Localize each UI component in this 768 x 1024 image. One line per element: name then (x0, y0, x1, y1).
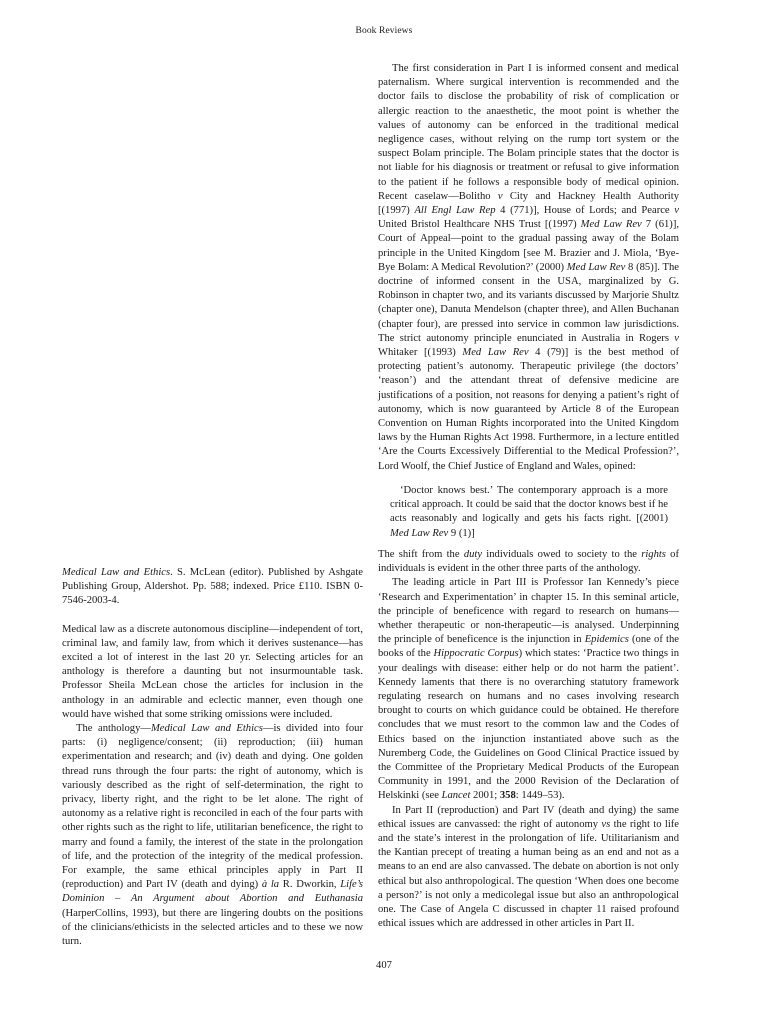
text-run: . S. McLean (editor). Published by Ashgate Publishing Group, Aldershot. Pp. 588; indexed. Price £110. ISBN 0-7546-2003-4. (62, 567, 363, 607)
left-column (62, 566, 363, 949)
text-run: : 1449–53). (515, 790, 565, 802)
text-run: ) which states: ‘Practice two things in your dealings with disease: either help or do not harm the patient’. Kennedy laments that there is no overarching statutory framework regulating research on humans and no cases involving research brought to courts on which guidance could be obtained. He therefore concludes that we must resort to the common law and the Codes of Ethics based on the injunction instantiated above such as the Nuremberg Code, the Guidelines on Good Clinical Practice issued by the Committee of the Proprietary Medical Products of the European Community in 1991, and the 2000 Revision of the Declaration of Helskinki (see (378, 648, 680, 802)
text-run: The shift from the (378, 549, 464, 560)
text-run: Medical law as a discrete autonomous discipline—independent of tort, criminal law, and family law, from which it derives sustenance—has excited a lot of interest in the last 20 yr. Selecting articles for an anthology is therefore a daunting but not insurmountable task. Professor Sheila McLean chose the articles for inclusion in the anthology in an admirable and eclectic manner, even though one would have wished that some striking omissions were included. (62, 623, 363, 720)
italic-run: v (674, 205, 679, 217)
italic-run: Hippocratic Corpus (433, 648, 519, 660)
italic-run: vs (601, 818, 611, 830)
text-run: City and Hackney Health Authority [(1997) (378, 190, 679, 217)
block-quote-lord-woolf (390, 484, 668, 541)
paragraph-medical-law-discipline (62, 623, 363, 722)
text-run: 8 (85)]. The doctrine of informed consent in the USA, marginalized by G. Robinson in chapter two, and its variants discussed by Marjorie Shultz (chapter one), Danuta Mendelson (chapter three), and Allen Buchanan (chapter four), are pressed into service in common law jurisdictions. The strict autonomy principle enunciated in Australia in Rogers (378, 261, 679, 344)
italic-run: Medical Law and Ethics (150, 723, 263, 735)
text-run: —is divided into four parts: (i) negligence/consent; (ii) reproduction; (iii) human experimentation and research; and (iv) death and dying. One golden thread runs through the four parts: the right of autonomy, which is variously described as the right of self-determination, the right to privacy, liberty right, and the right to be let alone. The right of autonomy as a relative right is reconciled in each of the four parts with other rights such as the right to life, utilitarian beneficence, the right to marry and found a family, the interest of the state in the prolongation of life, and the protection of the integrity of the medical profession. For example, the same ethical principles apply in Part II (reproduction) and Part IV (death and dying) (62, 723, 364, 891)
text-run: United Bristol Healthcare NHS Trust [(1997) (378, 219, 581, 231)
italic-run: Med Law Rev (390, 527, 449, 539)
text-run: ‘Doctor knows best.’ The contemporary approach is a more critical approach. It could be said that the doctor knows best if he acts reasonably and logically and gets his facts right. [(2001) (390, 485, 668, 525)
paragraph-reproduction-death (378, 804, 679, 932)
italic-run: à la (261, 879, 280, 891)
right-column-top (378, 62, 679, 474)
running-head: Book Reviews (355, 26, 413, 36)
italic-run: v (497, 190, 503, 202)
italic-run: All Engl Law Rep (414, 205, 496, 217)
paragraph-research-experimentation (378, 576, 679, 803)
text-run: In Part II (reproduction) and Part IV (death and dying) the same ethical issues are canvassed: the right of autonomy (378, 804, 679, 830)
book-citation (62, 566, 363, 609)
text-run: 4 (79)] is the best method of protecting patient’s autonomy. Therapeutic privilege (the doctors’ ‘reason’) and the attendant threat of defensive medicine are justifications of a position, not reasons for denying a patient’s right of autonomy, which is now guaranteed by Article 8 of the European Convention on Human Rights incorporated into the United Kingdom laws by the Human Rights Act 1998. Furthermore, in a lecture entitled ‘Are the Courts Excessively Differential to the Medical Profession?’, Lord Woolf, the Chief Justice of England and Wales, opined: (378, 347, 679, 472)
text-run: (HarperCollins, 1993), but there are lingering doubts on the positions of the clinicians/ethicists in the selected articles and to these we now turn. (62, 907, 363, 948)
text-run: The anthology— (76, 723, 151, 735)
bold-run: 358 (499, 790, 516, 802)
paragraph-informed-consent (378, 62, 679, 474)
italic-run: Lancet (441, 790, 471, 802)
italic-run: v (674, 332, 679, 344)
italic-run: Med Law Rev (566, 261, 626, 273)
text-run: the right to life and the state’s interest in the prolongation of life. Utilitarianism and the Kantian precept of treating a human being as an end and not as a means to an end are also canvassed. The debate on abortion is not only ethical but also anthropological. The question ‘When does one become a person?’ is not only a medicolegal issue but also an anthropological one. The Case of Angela C discussed in chapter 11 raised profound ethical issues which are addressed in other articles in Part II. (378, 818, 679, 930)
italic-run: Medical Law and Ethics (62, 567, 171, 578)
paragraph-duty-rights (378, 548, 679, 576)
italic-run: rights (641, 549, 666, 560)
page-number: 407 (376, 960, 392, 971)
text-run: 2001; (470, 790, 500, 802)
text-run: of individuals is evident in the other three parts of the anthology. (378, 549, 680, 575)
italic-run: duty (463, 549, 483, 560)
text-run: (one of the books of the (378, 634, 679, 660)
text-run: R. Dworkin, (279, 879, 341, 891)
text-run: individuals owed to society to the (482, 549, 642, 560)
italic-run: Epidemics (584, 634, 629, 646)
right-column-bottom (378, 548, 679, 931)
italic-run: Med Law Rev (462, 347, 529, 359)
italic-run: Med Law Rev (580, 219, 642, 231)
text-run: The leading article in Part III is Professor Ian Kennedy’s piece ‘Research and Experimentation’ in chapter 15. In this seminal article, the principle of beneficence with regard to research on humans—whether therapeutic or non-therapeutic—is analysed. Underpinning the principle of beneficence is the injunction in (378, 577, 679, 646)
text-run: 9 (1)] (448, 527, 475, 539)
text-run: The first consideration in Part I is informed consent and medical paternalism. Where surgical intervention is recommended and the doctor fails to disclose the probability of risk of complication or allergic reaction to the anaesthetic, the moot point is whether the values of autonomy can be enforced in the traditional medical negligence cases, without relying on the rump tort system or the suspect Bolam principle. The Bolam principle states that the doctor is not liable for his diagnosis or treatment or refusal to give information to the patient if he follows a responsible body of medical opinion. Recent caselaw—Bolitho (378, 63, 679, 202)
text-run: Whitaker [(1993) (378, 347, 463, 359)
text-run: 7 (61)], Court of Appeal—point to the gradual passing away of the Bolam principle in the United Kingdom [see M. Brazier and J. Miola, ‘Bye-Bye Bolam: A Medical Revolution?’ (2000) (378, 219, 679, 273)
paragraph-anthology-parts (62, 722, 363, 949)
italic-run: Life’s Dominion – An Argument about Abortion and Euthanasia (62, 879, 363, 905)
text-run: 4 (771)], House of Lords; and Pearce (495, 205, 675, 217)
